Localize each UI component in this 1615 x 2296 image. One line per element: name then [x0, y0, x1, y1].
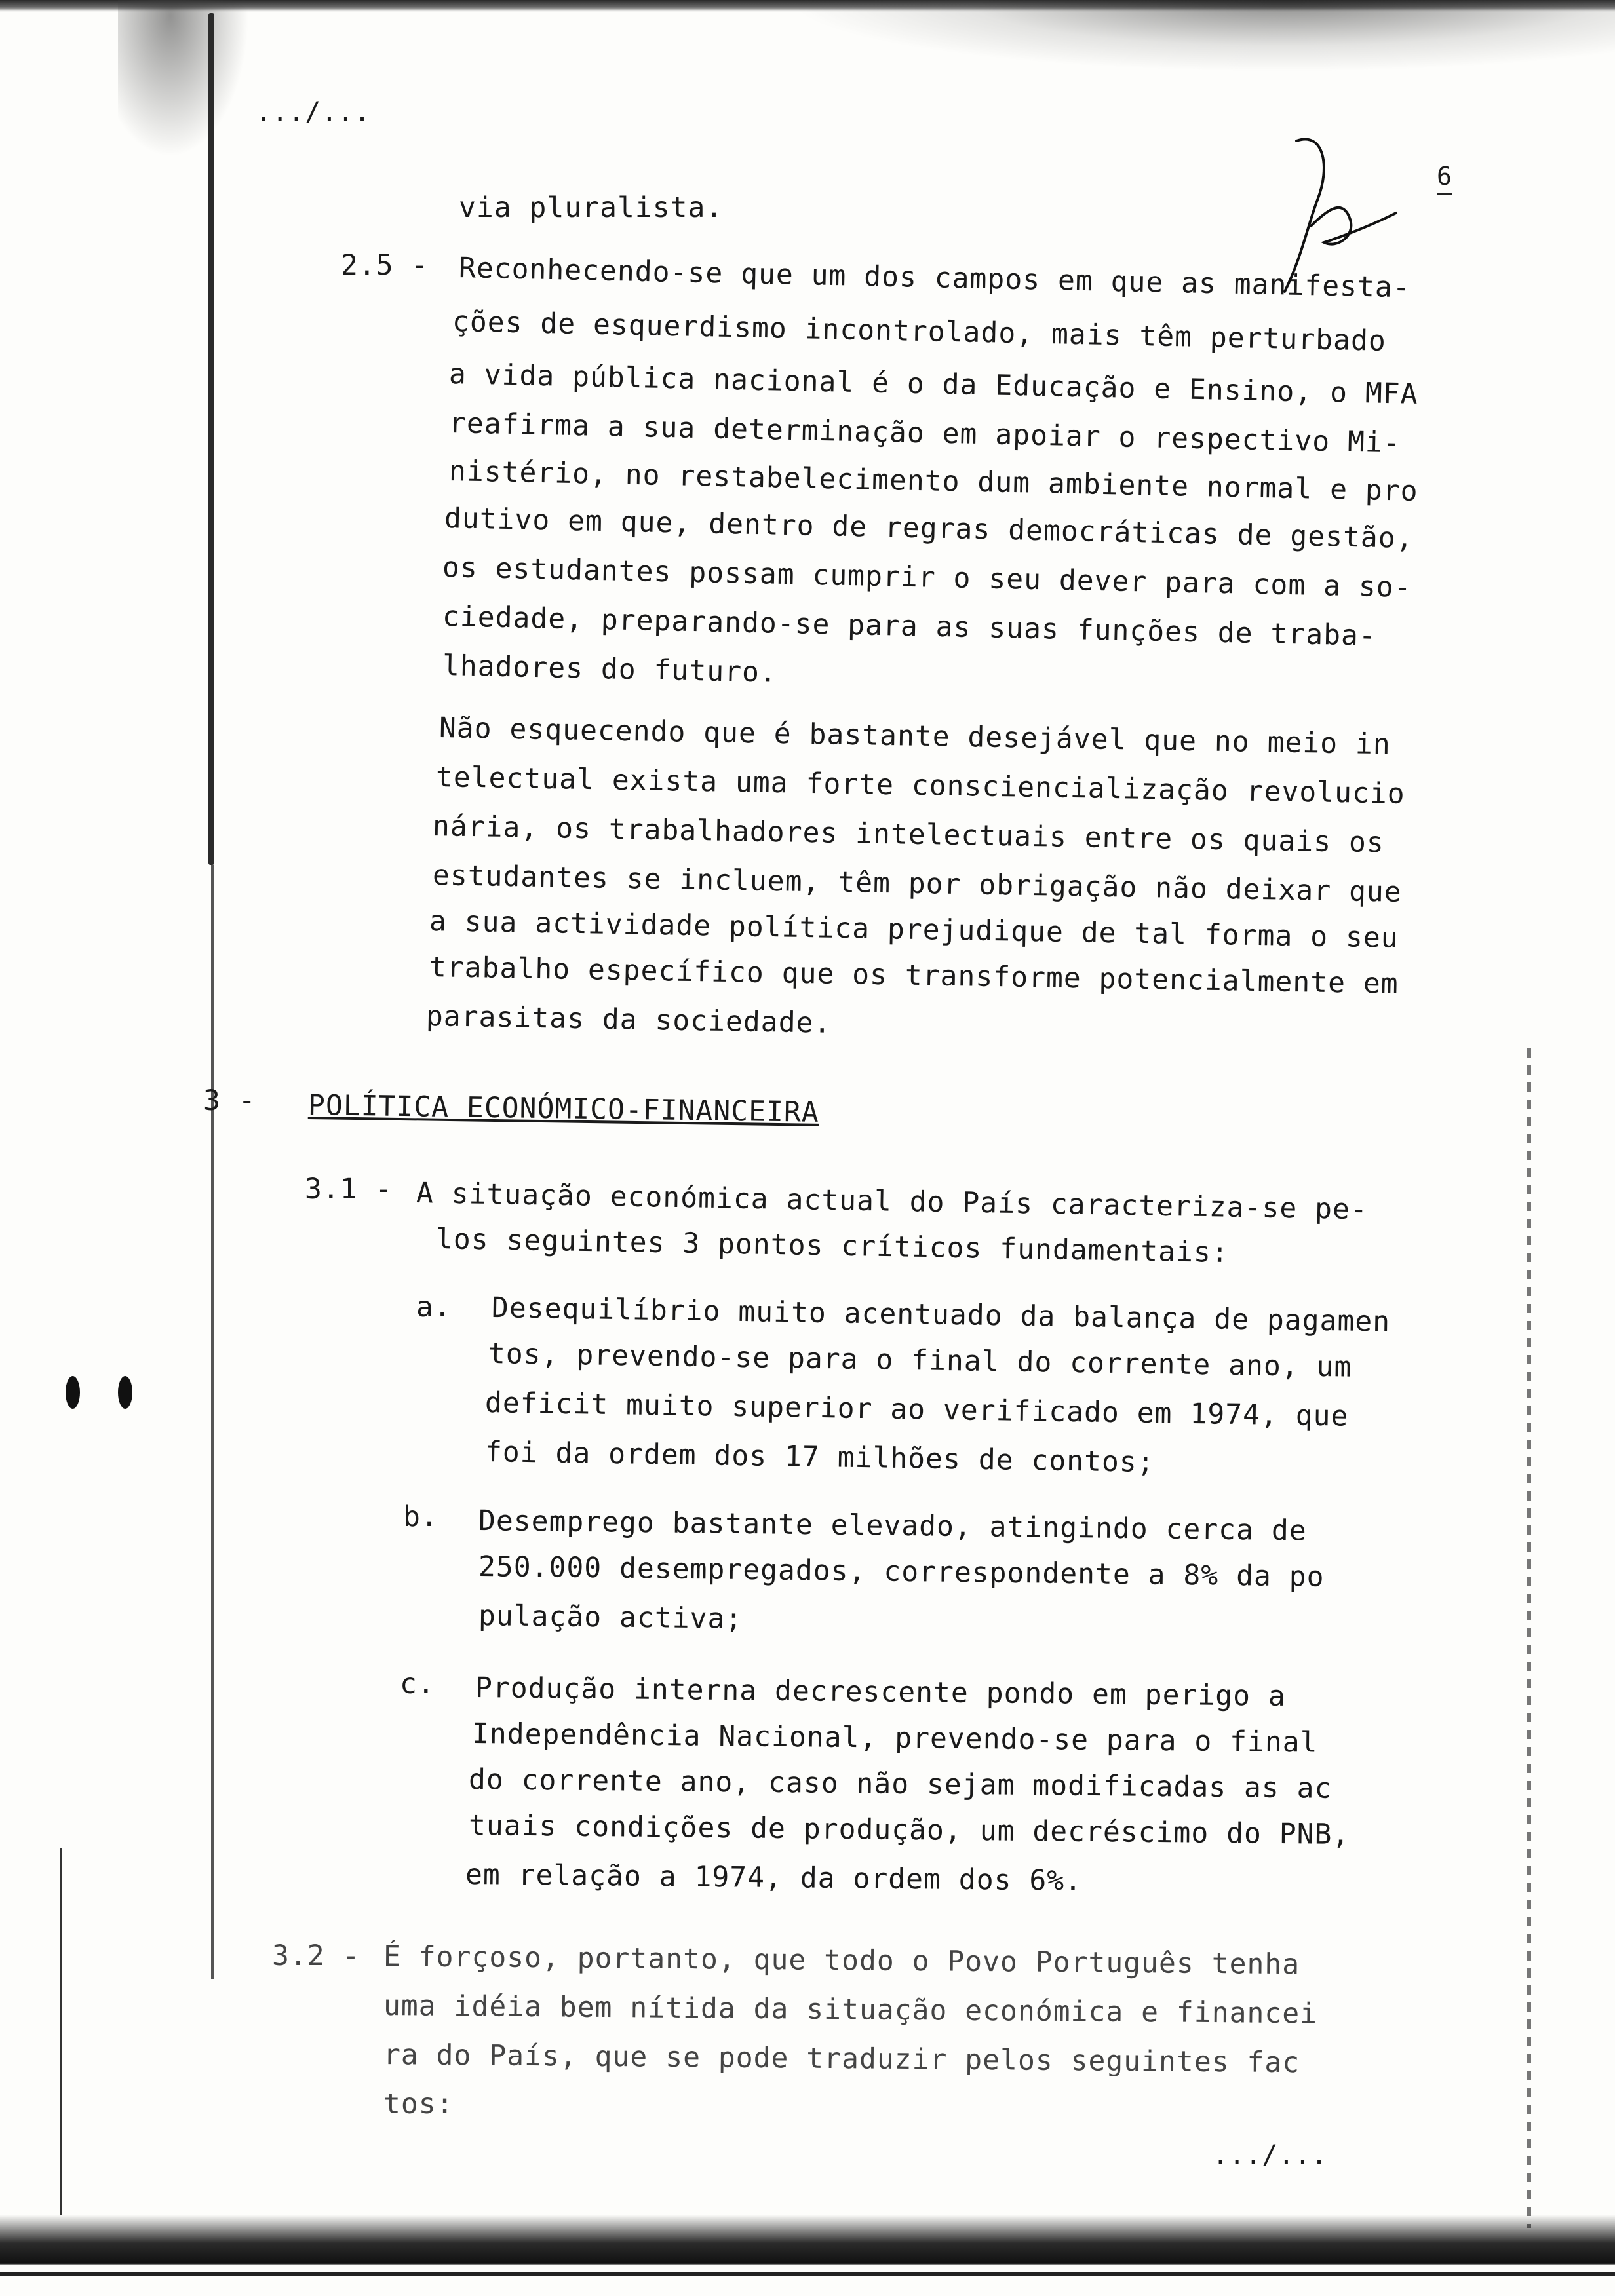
scan-bottom-edge — [0, 2215, 1615, 2296]
paragraph-line: telectual exista uma forte consciencialização revolucio — [435, 761, 1406, 811]
continuation-marker-bottom: .../... — [1213, 2140, 1328, 2170]
paragraph-line: estudantes se incluem, têm por obrigação não deixar que — [432, 859, 1403, 909]
scan-bottom-line — [0, 2272, 1615, 2276]
section-heading: POLÍTICA ECONÓMICO-FINANCEIRA — [307, 1089, 820, 1129]
paragraph-line: a sua actividade política prejudique de tal forma o seu — [429, 905, 1399, 955]
section-number-3-2: 3.2 - — [272, 1940, 360, 1972]
list-marker-c: c. — [400, 1668, 435, 1700]
list-item-line: deficit muito superior ao verificado em 1974, que — [484, 1387, 1349, 1433]
list-item-line: em relação a 1974, da ordem dos 6%. — [465, 1858, 1083, 1898]
list-item-line: tos, prevendo-se para o final do corrente ano, um — [488, 1337, 1352, 1384]
paragraph-line: trabalho específico que os transforme potencialmente em — [429, 951, 1399, 1001]
scan-left-edge — [208, 13, 214, 865]
paragraph-line: dutivo em que, dentro de regras democráticas de gestão, — [444, 502, 1414, 555]
scan-smudge-top — [787, 0, 1615, 72]
paragraph-line: los seguintes 3 pontos críticos fundamentais: — [435, 1223, 1230, 1270]
paragraph-line: Não esquecendo que é bastante desejável que no meio in — [438, 712, 1391, 761]
section-number-3: 3 - — [203, 1084, 256, 1117]
paragraph-line: uma idéia bem nítida da situação económica e financei — [383, 1989, 1318, 2031]
carry-over-line: via pluralista. — [459, 191, 724, 224]
section-number-3-1: 3.1 - — [305, 1173, 393, 1206]
list-item-line: Desequilíbrio muito acentuado da balança de pagamen — [491, 1292, 1391, 1339]
punch-hole — [118, 1376, 132, 1409]
list-item-line: 250.000 desempregados, correspondente a 8% da po — [478, 1550, 1325, 1594]
paragraph-line: É forçoso, portanto, que todo o Povo Português tenha — [383, 1940, 1300, 1981]
list-marker-a: a. — [416, 1291, 452, 1324]
scan-smudge-left — [118, 0, 249, 157]
section-number-2-5: 2.5 - — [341, 249, 429, 282]
list-item-line: tuais condições de produção, um decréscimo do PNB, — [468, 1809, 1350, 1852]
continuation-marker-top: .../... — [256, 97, 371, 127]
list-item-line: foi da ordem dos 17 milhões de contos; — [484, 1436, 1156, 1480]
list-item-line: Independência Nacional, prevendo-se para o final — [471, 1717, 1318, 1759]
scan-right-edge — [1527, 1048, 1531, 2228]
paragraph-line: nistério, no restabelecimento dum ambiente normal e pro — [448, 455, 1419, 508]
list-item-line: pulação activa; — [478, 1599, 743, 1636]
paragraph-line: nária, os trabalhadores intelectuais entre os quais os — [432, 810, 1385, 860]
paragraph-line: Reconhecendo-se que um dos campos em que as manifesta- — [458, 252, 1411, 305]
scan-left-margin-line — [60, 1848, 62, 2215]
paragraph-line: A situação económica actual do País caracteriza-se pe- — [416, 1177, 1369, 1227]
list-marker-b: b. — [403, 1501, 438, 1533]
paragraph-line: tos: — [383, 2088, 454, 2120]
paragraph-line: reafirma a sua determinação em apoiar o respectivo Mi- — [448, 407, 1401, 460]
paragraph-line: ciedade, preparando-se para as suas funções de traba- — [442, 600, 1377, 653]
list-item-line: Desemprego bastante elevado, atingindo cerca de — [478, 1504, 1307, 1548]
paragraph-line: ções de esquerdismo incontrolado, mais têm perturbado — [452, 305, 1387, 358]
paragraph-line: ra do País, que se pode traduzir pelos seguintes fac — [383, 2038, 1300, 2080]
paragraph-line: lhadores do futuro. — [442, 649, 778, 689]
scan-left-edge-lower — [211, 865, 214, 1979]
page-number: 6 — [1437, 163, 1452, 195]
list-item-line: do corrente ano, caso não sejam modificadas as ac — [468, 1763, 1333, 1805]
list-item-line: Produção interna decrescente pondo em perigo a — [475, 1672, 1287, 1713]
paragraph-line: os estudantes possam cumprir o seu dever para com a so- — [442, 551, 1412, 604]
punch-hole — [66, 1376, 80, 1409]
paragraph-line: a vida pública nacional é o da Educação e Ensino, o MFA — [448, 358, 1419, 411]
paragraph-line: parasitas da sociedade. — [425, 1000, 832, 1040]
